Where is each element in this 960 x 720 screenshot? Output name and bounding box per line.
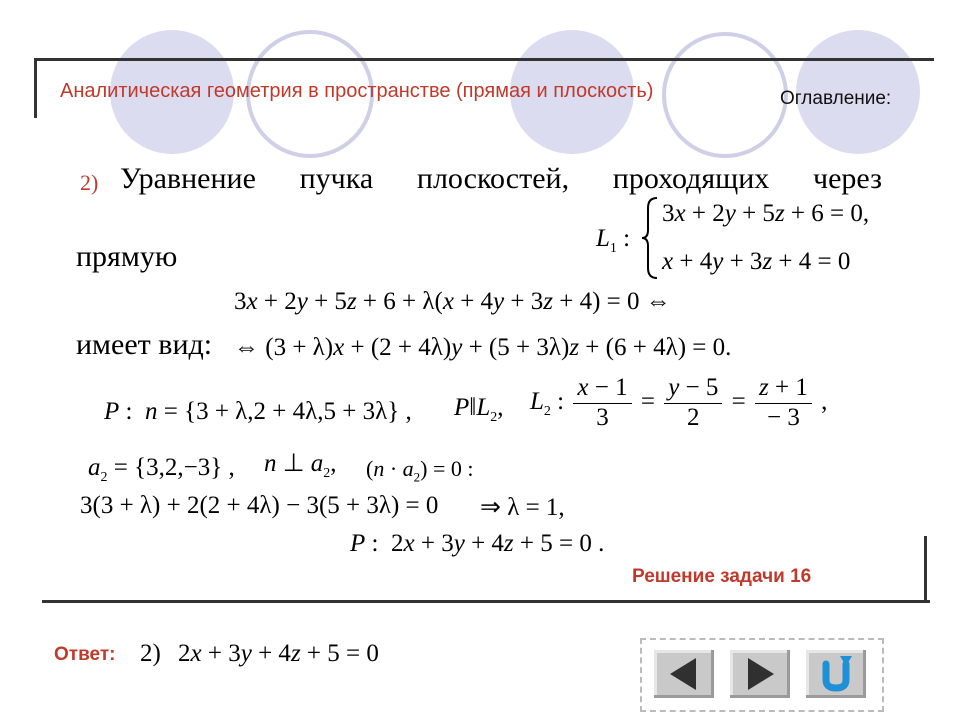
back-arrow-icon <box>654 650 714 698</box>
has-form-label: имеет вид: <box>76 328 213 361</box>
forward-arrow-icon <box>730 650 790 698</box>
direction-vector: $a_2 = \{3,2,-3\}$ , <box>88 454 235 485</box>
intro-line <box>120 162 882 196</box>
normal-vector: P : n = {3 + λ,2 + 4λ,5 + 3λ} , <box>104 398 412 425</box>
solution-link[interactable]: Решение задачи 16 <box>632 566 812 587</box>
line-l2-equation: $L_2$ : $\frac{x - 1}{3}$ = $\frac{y - 5}{2}$ = $\frac{z + 1}{- 3}$ , <box>530 374 828 431</box>
page-title: Аналитическая геометрия в пространстве (прямая и плоскость) <box>60 80 654 102</box>
nav-panel <box>640 638 884 712</box>
return-button[interactable] <box>806 650 866 698</box>
top-rule <box>34 58 934 61</box>
intro-line-2: прямую <box>76 240 178 273</box>
decor-ring <box>662 32 788 158</box>
perpendicular-relation: n ⊥ $a_2$, <box>264 450 337 481</box>
intro-word: через <box>813 162 882 195</box>
pencil-equation: 3x + 2y + 5z + 6 + λ(x + 4y + 3z + 4) = 0 ⇔ <box>234 288 671 315</box>
parallel-relation: $P‖L_2$, <box>454 394 504 425</box>
item-number: 2) <box>80 170 99 195</box>
right-rule <box>924 536 927 602</box>
left-rule <box>34 58 37 118</box>
l1-equation-2: x + 4y + 3z + 4 = 0 <box>662 248 851 275</box>
system-brace-icon <box>640 196 660 280</box>
forward-button[interactable] <box>730 650 790 698</box>
answer-number: 2) <box>140 640 161 667</box>
plane-equation: P : 2x + 3y + 4z + 5 = 0 . <box>350 530 605 557</box>
return-icon <box>806 650 866 698</box>
intro-word: проходящих <box>612 162 770 195</box>
pencil-equation-expanded: ⇔ (3 + λ)x + (2 + 4λ)y + (5 + 3λ)z + (6 + 4λ) = 0. <box>234 334 732 361</box>
intro-word: пучка <box>299 162 374 195</box>
answer-label: Ответ: <box>54 644 116 665</box>
intro-word: Уравнение <box>120 162 256 195</box>
lambda-result: ⇒ λ = 1, <box>480 494 565 521</box>
back-button[interactable] <box>654 650 714 698</box>
lambda-equation: 3(3 + λ) + 2(2 + 4λ) − 3(5 + 3λ) = 0 <box>80 492 439 519</box>
dot-product-condition: $(n \cdot a_2) = 0$ : <box>366 456 474 485</box>
toc-link[interactable]: Оглавление: <box>780 88 892 109</box>
bottom-rule <box>42 600 930 603</box>
intro-word: плоскостей, <box>416 162 570 195</box>
answer-equation: 2x + 3y + 4z + 5 = 0 <box>178 640 379 667</box>
line-l1-label: $L_1$ : <box>596 225 631 256</box>
l1-equation-1: 3x + 2y + 5z + 6 = 0, <box>662 200 870 227</box>
